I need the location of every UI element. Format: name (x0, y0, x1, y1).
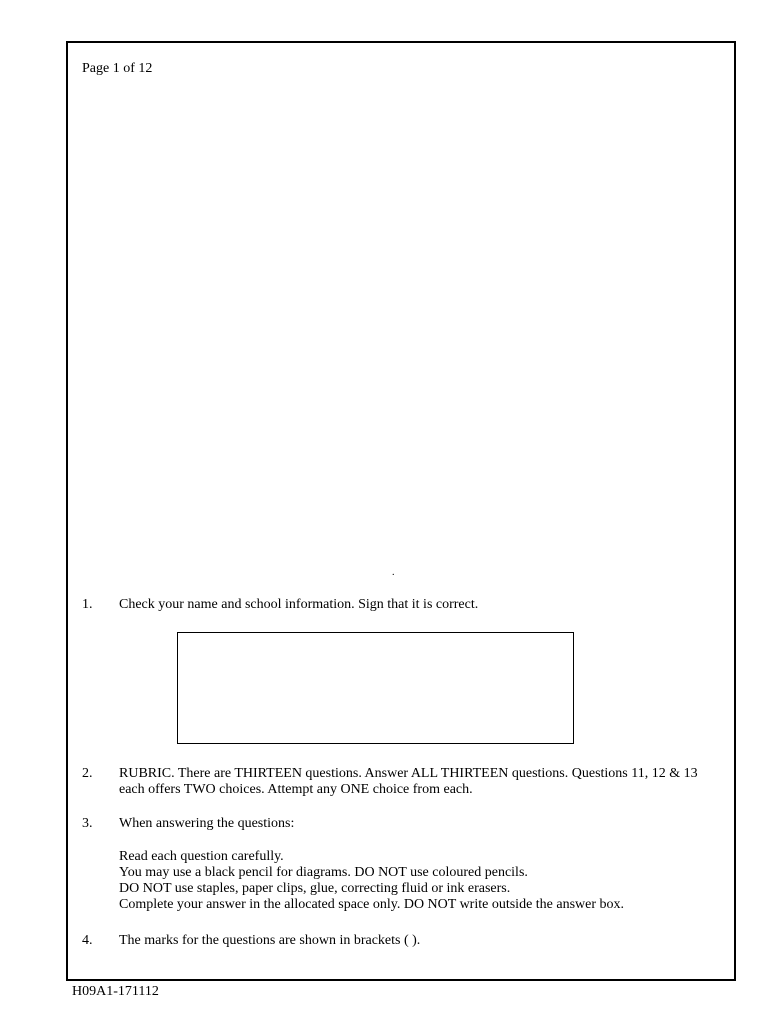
signature-box[interactable] (177, 632, 574, 744)
instruction-text: Check your name and school information. Sign that it is correct. (119, 597, 479, 612)
instruction-subline: Read each question carefully. (119, 849, 284, 864)
instruction-subline: DO NOT use staples, paper clips, glue, correcting fluid or ink erasers. (119, 881, 511, 896)
paper-code: H09A1-171112 (72, 984, 159, 999)
instruction-text: The marks for the questions are shown in brackets ( ). (119, 933, 421, 948)
instruction-subline: You may use a black pencil for diagrams. DO NOT use coloured pencils. (119, 865, 528, 880)
instruction-number: 3. (82, 816, 93, 831)
instruction-number: 4. (82, 933, 93, 948)
instruction-text: RUBRIC. There are THIRTEEN questions. Answer ALL THIRTEEN questions. Questions 11, 12 & 13 each offers TWO choices. Attempt any ONE choice from each. (119, 766, 698, 797)
separator-dot: . (392, 567, 395, 578)
instruction-body (119, 816, 719, 913)
instruction-number: 1. (82, 597, 93, 612)
instruction-number: 2. (82, 766, 93, 781)
page-number: Page 1 of 12 (82, 61, 153, 76)
instruction-subline: Complete your answer in the allocated space only. DO NOT write outside the answer box. (119, 897, 625, 912)
instruction-text: When answering the questions: (119, 816, 295, 831)
